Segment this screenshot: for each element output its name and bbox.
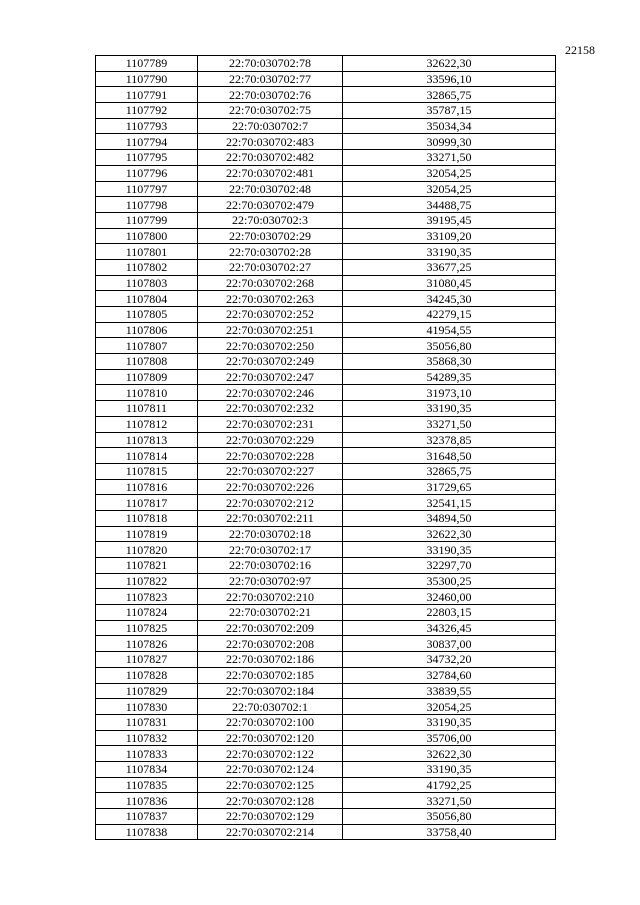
record-number-cell: 1107792 (96, 103, 198, 119)
record-number-cell: 1107820 (96, 542, 198, 558)
value-cell: 31729,65 (343, 479, 556, 495)
table-row (96, 542, 556, 558)
record-number-cell: 1107827 (96, 652, 198, 668)
value-cell: 35056,80 (343, 809, 556, 825)
value-cell: 32865,75 (343, 87, 556, 103)
table-row (96, 526, 556, 542)
cadastral-number-cell: 22:70:030702:100 (198, 714, 343, 730)
table-row (96, 667, 556, 683)
value-cell: 30837,00 (343, 636, 556, 652)
table-row (96, 809, 556, 825)
cadastral-number-cell: 22:70:030702:17 (198, 542, 343, 558)
value-cell: 42279,15 (343, 307, 556, 323)
cadastral-number-cell: 22:70:030702:214 (198, 824, 343, 840)
cadastral-number-cell: 22:70:030702:479 (198, 197, 343, 213)
cadastral-number-cell: 22:70:030702:483 (198, 134, 343, 150)
record-number-cell: 1107804 (96, 291, 198, 307)
cadastral-number-cell: 22:70:030702:3 (198, 212, 343, 228)
cadastral-number-cell: 22:70:030702:27 (198, 259, 343, 275)
table-row (96, 369, 556, 385)
value-cell: 31973,10 (343, 385, 556, 401)
record-number-cell: 1107802 (96, 259, 198, 275)
table-row (96, 558, 556, 574)
value-cell: 34326,45 (343, 620, 556, 636)
value-cell: 33190,35 (343, 761, 556, 777)
record-number-cell: 1107828 (96, 667, 198, 683)
value-cell: 33190,35 (343, 244, 556, 260)
value-cell: 32865,75 (343, 463, 556, 479)
table-row (96, 118, 556, 134)
cadastral-number-cell: 22:70:030702:186 (198, 652, 343, 668)
value-cell: 35056,80 (343, 338, 556, 354)
record-number-cell: 1107833 (96, 746, 198, 762)
cadastral-number-cell: 22:70:030702:16 (198, 558, 343, 574)
record-number-cell: 1107834 (96, 761, 198, 777)
record-number-cell: 1107825 (96, 620, 198, 636)
record-number-cell: 1107814 (96, 448, 198, 464)
table-body (96, 56, 556, 840)
record-number-cell: 1107803 (96, 275, 198, 291)
value-cell: 32460,00 (343, 589, 556, 605)
record-number-cell: 1107823 (96, 589, 198, 605)
value-cell: 33596,10 (343, 71, 556, 87)
value-cell: 35787,15 (343, 103, 556, 119)
table-row (96, 275, 556, 291)
table-row (96, 385, 556, 401)
record-number-cell: 1107830 (96, 699, 198, 715)
value-cell: 33109,20 (343, 228, 556, 244)
table-row (96, 291, 556, 307)
value-cell: 35300,25 (343, 573, 556, 589)
cadastral-number-cell: 22:70:030702:208 (198, 636, 343, 652)
table-row (96, 87, 556, 103)
record-number-cell: 1107838 (96, 824, 198, 840)
table-row (96, 165, 556, 181)
record-number-cell: 1107824 (96, 605, 198, 621)
data-table (95, 55, 556, 840)
value-cell: 33677,25 (343, 259, 556, 275)
value-cell: 34894,50 (343, 510, 556, 526)
value-cell: 31080,45 (343, 275, 556, 291)
table-row (96, 150, 556, 166)
value-cell: 33758,40 (343, 824, 556, 840)
value-cell: 33271,50 (343, 150, 556, 166)
cadastral-number-cell: 22:70:030702:229 (198, 432, 343, 448)
page-number: 22158 (565, 43, 595, 57)
cadastral-number-cell: 22:70:030702:250 (198, 338, 343, 354)
record-number-cell: 1107789 (96, 56, 198, 72)
value-cell: 39195,45 (343, 212, 556, 228)
cadastral-number-cell: 22:70:030702:184 (198, 683, 343, 699)
value-cell: 32622,30 (343, 746, 556, 762)
record-number-cell: 1107793 (96, 118, 198, 134)
cadastral-number-cell: 22:70:030702:122 (198, 746, 343, 762)
value-cell: 32054,25 (343, 165, 556, 181)
value-cell: 32622,30 (343, 526, 556, 542)
record-number-cell: 1107799 (96, 212, 198, 228)
table-row (96, 448, 556, 464)
table-row (96, 589, 556, 605)
value-cell: 34732,20 (343, 652, 556, 668)
table-row (96, 699, 556, 715)
value-cell: 33271,50 (343, 793, 556, 809)
table-row (96, 605, 556, 621)
table-row (96, 322, 556, 338)
record-number-cell: 1107810 (96, 385, 198, 401)
value-cell: 35868,30 (343, 354, 556, 370)
table-row (96, 103, 556, 119)
value-cell: 41792,25 (343, 777, 556, 793)
record-number-cell: 1107826 (96, 636, 198, 652)
value-cell: 32784,60 (343, 667, 556, 683)
record-number-cell: 1107801 (96, 244, 198, 260)
record-number-cell: 1107798 (96, 197, 198, 213)
cadastral-number-cell: 22:70:030702:129 (198, 809, 343, 825)
table-row (96, 510, 556, 526)
table-row (96, 212, 556, 228)
cadastral-number-cell: 22:70:030702:251 (198, 322, 343, 338)
record-number-cell: 1107829 (96, 683, 198, 699)
table-row (96, 793, 556, 809)
table-row (96, 307, 556, 323)
cadastral-number-cell: 22:70:030702:78 (198, 56, 343, 72)
cadastral-number-cell: 22:70:030702:482 (198, 150, 343, 166)
record-number-cell: 1107831 (96, 714, 198, 730)
record-number-cell: 1107816 (96, 479, 198, 495)
table-row (96, 479, 556, 495)
table-row (96, 338, 556, 354)
value-cell: 41954,55 (343, 322, 556, 338)
cadastral-number-cell: 22:70:030702:232 (198, 401, 343, 417)
record-number-cell: 1107832 (96, 730, 198, 746)
value-cell: 33190,35 (343, 542, 556, 558)
cadastral-number-cell: 22:70:030702:28 (198, 244, 343, 260)
table-row (96, 573, 556, 589)
table-row (96, 714, 556, 730)
value-cell: 35706,00 (343, 730, 556, 746)
cadastral-number-cell: 22:70:030702:246 (198, 385, 343, 401)
table-row (96, 401, 556, 417)
table-row (96, 495, 556, 511)
cadastral-number-cell: 22:70:030702:7 (198, 118, 343, 134)
record-number-cell: 1107809 (96, 369, 198, 385)
table-row (96, 228, 556, 244)
record-number-cell: 1107807 (96, 338, 198, 354)
cadastral-number-cell: 22:70:030702:263 (198, 291, 343, 307)
record-number-cell: 1107808 (96, 354, 198, 370)
record-number-cell: 1107819 (96, 526, 198, 542)
cadastral-number-cell: 22:70:030702:210 (198, 589, 343, 605)
table-row (96, 354, 556, 370)
cadastral-number-cell: 22:70:030702:212 (198, 495, 343, 511)
cadastral-number-cell: 22:70:030702:247 (198, 369, 343, 385)
table-row (96, 620, 556, 636)
table-row (96, 134, 556, 150)
cadastral-number-cell: 22:70:030702:77 (198, 71, 343, 87)
cadastral-number-cell: 22:70:030702:120 (198, 730, 343, 746)
cadastral-number-cell: 22:70:030702:231 (198, 416, 343, 432)
value-cell: 54289,35 (343, 369, 556, 385)
cadastral-number-cell: 22:70:030702:226 (198, 479, 343, 495)
table-row (96, 730, 556, 746)
value-cell: 34488,75 (343, 197, 556, 213)
value-cell: 32541,15 (343, 495, 556, 511)
table-row (96, 416, 556, 432)
cadastral-number-cell: 22:70:030702:125 (198, 777, 343, 793)
value-cell: 33839,55 (343, 683, 556, 699)
record-number-cell: 1107836 (96, 793, 198, 809)
value-cell: 32378,85 (343, 432, 556, 448)
cadastral-number-cell: 22:70:030702:268 (198, 275, 343, 291)
table-row (96, 197, 556, 213)
value-cell: 33190,35 (343, 714, 556, 730)
cadastral-number-cell: 22:70:030702:209 (198, 620, 343, 636)
table-row (96, 761, 556, 777)
record-number-cell: 1107821 (96, 558, 198, 574)
record-number-cell: 1107817 (96, 495, 198, 511)
cadastral-number-cell: 22:70:030702:124 (198, 761, 343, 777)
cadastral-number-cell: 22:70:030702:128 (198, 793, 343, 809)
cadastral-number-cell: 22:70:030702:18 (198, 526, 343, 542)
table-row (96, 777, 556, 793)
cadastral-number-cell: 22:70:030702:228 (198, 448, 343, 464)
cadastral-number-cell: 22:70:030702:29 (198, 228, 343, 244)
cadastral-number-cell: 22:70:030702:1 (198, 699, 343, 715)
value-cell: 31648,50 (343, 448, 556, 464)
cadastral-number-cell: 22:70:030702:252 (198, 307, 343, 323)
cadastral-number-cell: 22:70:030702:75 (198, 103, 343, 119)
value-cell: 34245,30 (343, 291, 556, 307)
record-number-cell: 1107791 (96, 87, 198, 103)
value-cell: 32622,30 (343, 56, 556, 72)
table-row (96, 652, 556, 668)
value-cell: 32054,25 (343, 181, 556, 197)
record-number-cell: 1107812 (96, 416, 198, 432)
cadastral-number-cell: 22:70:030702:481 (198, 165, 343, 181)
cadastral-number-cell: 22:70:030702:185 (198, 667, 343, 683)
table-row (96, 259, 556, 275)
record-number-cell: 1107794 (96, 134, 198, 150)
cadastral-number-cell: 22:70:030702:76 (198, 87, 343, 103)
value-cell: 32054,25 (343, 699, 556, 715)
record-number-cell: 1107795 (96, 150, 198, 166)
table-row (96, 244, 556, 260)
table-row (96, 636, 556, 652)
value-cell: 30999,30 (343, 134, 556, 150)
table-row (96, 746, 556, 762)
table-row (96, 463, 556, 479)
record-number-cell: 1107818 (96, 510, 198, 526)
record-number-cell: 1107805 (96, 307, 198, 323)
cadastral-number-cell: 22:70:030702:21 (198, 605, 343, 621)
cadastral-number-cell: 22:70:030702:227 (198, 463, 343, 479)
record-number-cell: 1107837 (96, 809, 198, 825)
value-cell: 33271,50 (343, 416, 556, 432)
record-number-cell: 1107811 (96, 401, 198, 417)
table-row (96, 181, 556, 197)
table-row (96, 683, 556, 699)
cadastral-number-cell: 22:70:030702:249 (198, 354, 343, 370)
value-cell: 33190,35 (343, 401, 556, 417)
record-number-cell: 1107797 (96, 181, 198, 197)
value-cell: 22803,15 (343, 605, 556, 621)
table-row (96, 824, 556, 840)
record-number-cell: 1107815 (96, 463, 198, 479)
record-number-cell: 1107822 (96, 573, 198, 589)
record-number-cell: 1107806 (96, 322, 198, 338)
table-row (96, 71, 556, 87)
cadastral-number-cell: 22:70:030702:97 (198, 573, 343, 589)
record-number-cell: 1107800 (96, 228, 198, 244)
table-row (96, 56, 556, 72)
record-number-cell: 1107790 (96, 71, 198, 87)
cadastral-number-cell: 22:70:030702:48 (198, 181, 343, 197)
value-cell: 35034,34 (343, 118, 556, 134)
table-row (96, 432, 556, 448)
record-number-cell: 1107796 (96, 165, 198, 181)
cadastral-number-cell: 22:70:030702:211 (198, 510, 343, 526)
value-cell: 32297,70 (343, 558, 556, 574)
record-number-cell: 1107813 (96, 432, 198, 448)
record-number-cell: 1107835 (96, 777, 198, 793)
